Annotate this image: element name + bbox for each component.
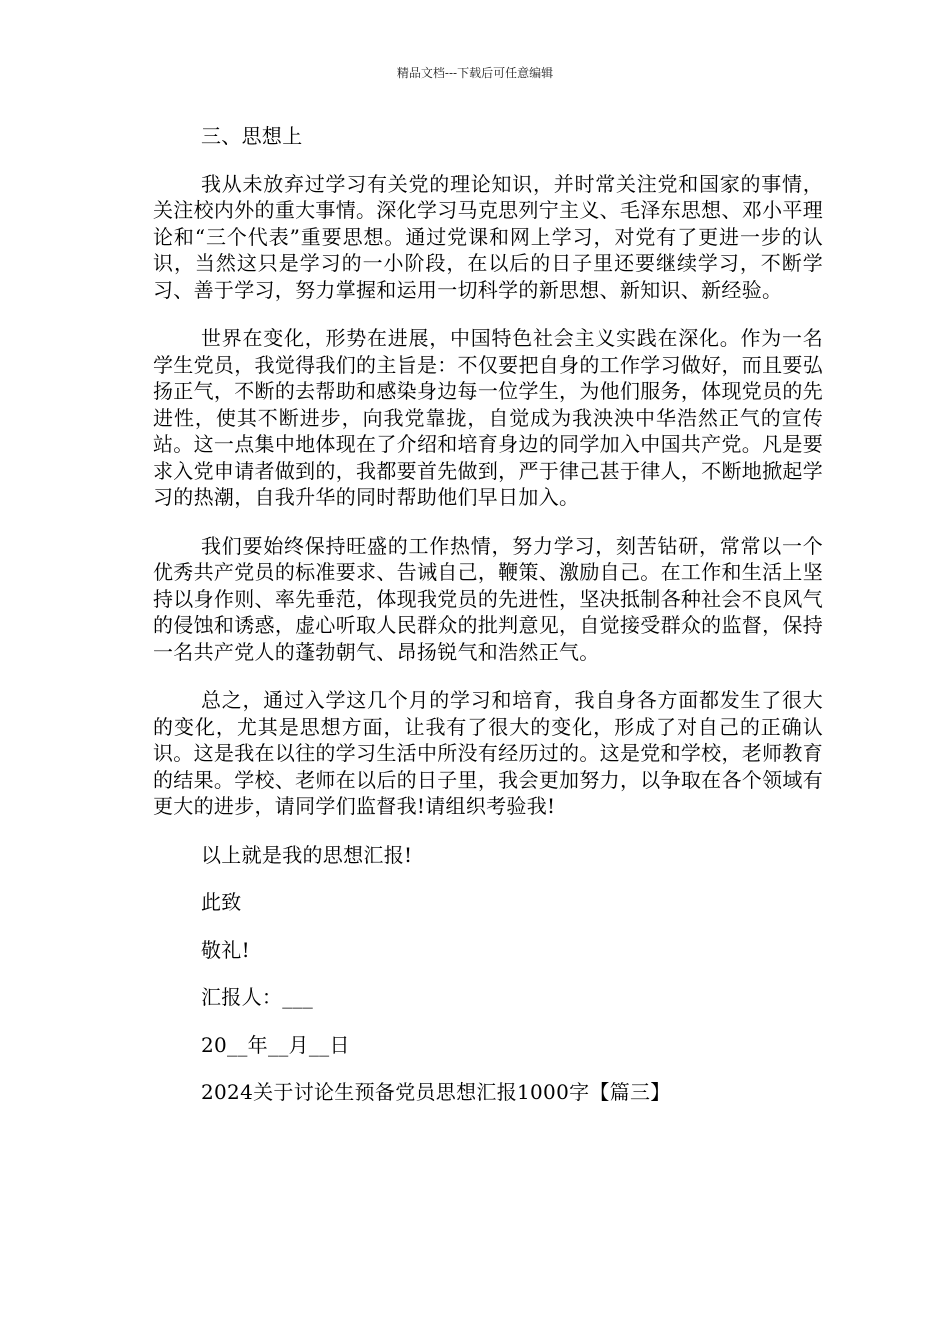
paragraph-4: 总之，通过入学这几个月的学习和培育，我自身各方面都发生了很大的变化，尤其是思想方面，让我有了很大的变化，形成了对自己的正确认识。这是我在以往的学习生活中所没有经历过的。这是党和学校，老师教育的结果。学校、老师在以后的日子里，我会更加努力，以争取在各个领域有更大的进步，请同学们监督我!请组织考验我!: [153, 688, 823, 818]
reporter-line: 汇报人：___: [201, 985, 314, 1009]
section-heading: 三、思想上: [201, 124, 303, 148]
date-line: 20__年__月__日: [201, 1032, 350, 1057]
regards: 敬礼!: [201, 937, 250, 962]
document-body: [153, 123, 823, 1127]
page-header: 精品文档---下载后可任意编辑: [396, 66, 554, 80]
salutation: 此致: [201, 890, 242, 914]
paragraph-2: 世界在变化，形势在进展，中国特色社会主义实践在深化。作为一名学生党员，我觉得我们的主旨是：不仅要把自身的工作学习做好，而且要弘扬正气，不断的去帮助和感染身边每一位学生，为他们服务，体现党员的先进性，使其不断进步，向我党靠拢，自觉成为我泱泱中华浩然正气的宣传站。这一点集中地体现在了介绍和培育身边的同学加入中国共产党。凡是要求入党申请者做到的，我都要首先做到，严于律己甚于律人，不断地掀起学习的热潮，自我升华的同时帮助他们早日加入。: [153, 326, 823, 509]
next-article-title: 2024关于讨论生预备党员思想汇报1000字【篇三】: [201, 1080, 671, 1104]
paragraph-3: 我们要始终保持旺盛的工作热情，努力学习，刻苦钻研，常常以一个优秀共产党员的标准要求、告诫自己，鞭策、激励自己。在工作和生活上坚持以身作则、率先垂范，体现我党员的先进性，坚决抵制各种社会不良风气的侵蚀和诱惑，虚心听取人民群众的批判意见，自觉接受群众的监督，保持一名共产党人的蓬勃朝气、昂扬锐气和浩然正气。: [153, 533, 823, 664]
closing-line: 以上就是我的思想汇报!: [201, 842, 413, 867]
paragraph-1: 我从未放弃过学习有关党的理论知识，并时常关注党和国家的事情，关注校内外的重大事情。深化学习马克思列宁主义、毛泽东思想、邓小平理论和“三个代表”重要思想。通过党课和网上学习，对党有了更进一步的认识，当然这只是学习的一小阶段，在以后的日子里还要继续学习，不断学习、善于学习，努力掌握和运用一切科学的新思想、新知识、新经验。: [153, 171, 823, 302]
